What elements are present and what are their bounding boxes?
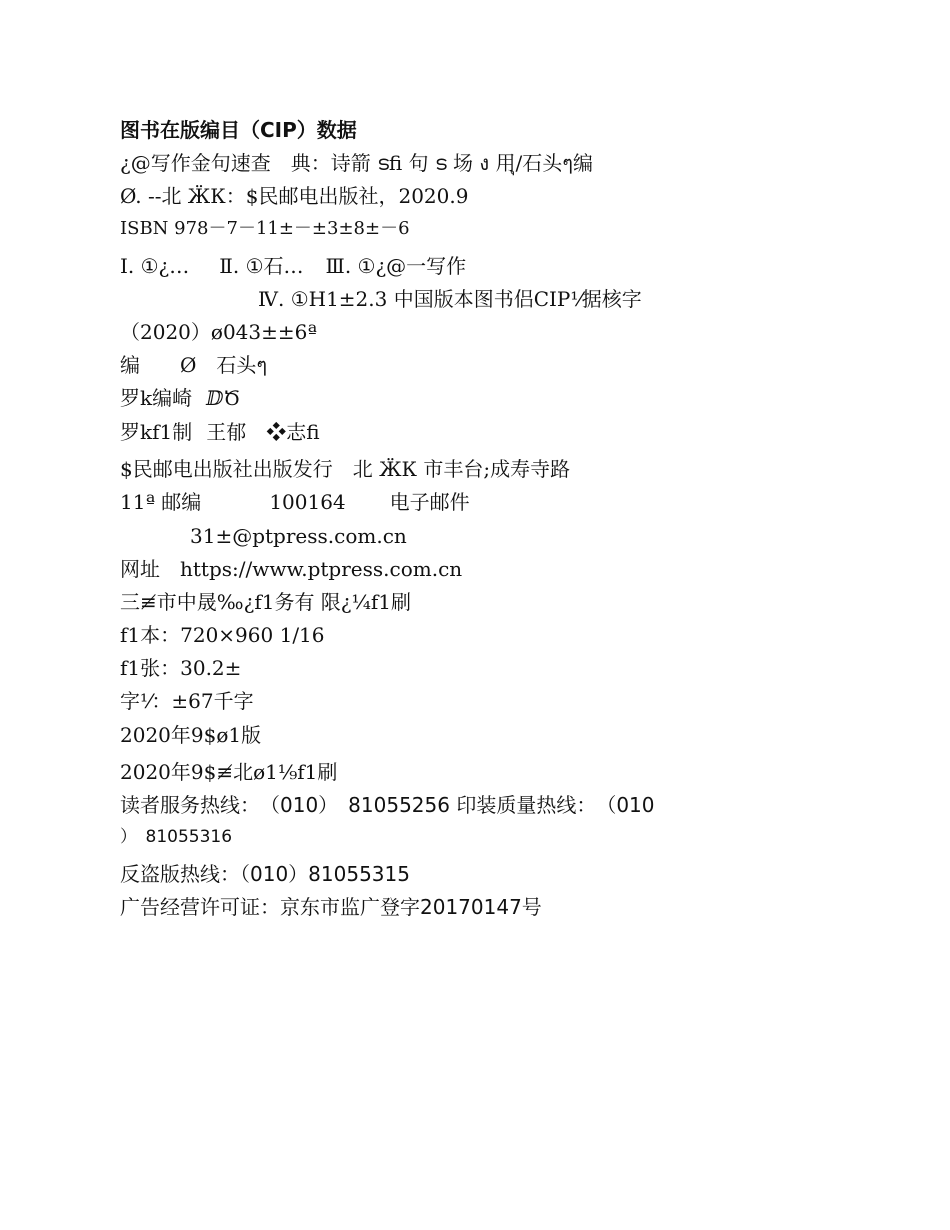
publisher-address-line	[120, 490, 470, 514]
cip-subjects-line2: Ⅳ. ①H1±2.3 中国版本图书侣CIP⅟据核字	[258, 287, 642, 311]
printer-line: 三≢市中晟‰¿f1务有 限¿¼f1刷	[120, 590, 412, 614]
cip-heading: 图书在版编目（CIP）数据	[120, 118, 357, 142]
cip-title-line: ¿@写作金句速查 典：诗箭 ടfi 句 ട 场 ง 用ุ/石头ๆ编	[120, 151, 594, 175]
credit-production	[120, 420, 320, 444]
credit-value: 石头ๆ	[216, 353, 268, 377]
credit-label: 编 Ø	[120, 353, 197, 377]
publisher-email: 31±@ptpress.com.cn	[190, 524, 407, 548]
cip-subject-2: Ⅱ. ①石…	[219, 254, 304, 278]
anti-piracy-hotline: 反盗版热线：（010）81055315	[120, 862, 410, 886]
publisher-website-line	[120, 557, 462, 581]
cip-subject-1: Ⅰ. ①¿…	[120, 254, 190, 278]
cip-subject-3: Ⅲ. ①¿@一写作	[325, 254, 467, 278]
credit-value: 王郁 ❖志fi	[206, 420, 320, 444]
spec-printing: 2020年9$≢北ø1⅑f1刷	[120, 760, 338, 784]
website-url: https://www.ptpress.com.cn	[180, 557, 463, 581]
spec-format: f1本：720×960 1/16	[120, 623, 325, 647]
cip-number: （2020）ø043±±6ª	[120, 320, 317, 344]
email-label: 电子邮件	[389, 490, 470, 514]
credit-label: 罗kf1制	[120, 420, 193, 444]
cip-imprint-line: Ø. --北 ӜК：$民邮电出版社，2020.9	[120, 184, 469, 208]
cip-subjects-line1	[120, 254, 466, 278]
spec-word-count: 字⅟：±67千字	[120, 689, 254, 713]
ad-license: 广告经营许可证：京东市监广登字20170147号	[120, 895, 542, 919]
reader-service-hotline: 读者服务热线： （010） 81055256 印装质量热线： （010	[120, 793, 655, 817]
cip-isbn: ISBN 978－7－11±－±3±8±－6	[120, 218, 410, 239]
credit-responsible-editor	[120, 386, 240, 410]
credit-label: 罗k编崎	[120, 386, 193, 410]
credit-editor	[120, 353, 267, 377]
spec-sheets: f1张：30.2±	[120, 656, 242, 680]
website-label: 网址	[120, 557, 160, 581]
postal-code: 100164	[269, 490, 346, 514]
publisher-line: $民邮电出版社出版发行 北 ӜК 市丰台;成寿寺路	[120, 457, 571, 481]
reader-service-hotline-cont: ） 81055316	[120, 827, 233, 847]
postal-label: 11ª 邮编	[120, 490, 202, 514]
spec-edition: 2020年9$ø1版	[120, 723, 262, 747]
credit-value: ⅅԾ	[206, 386, 241, 410]
